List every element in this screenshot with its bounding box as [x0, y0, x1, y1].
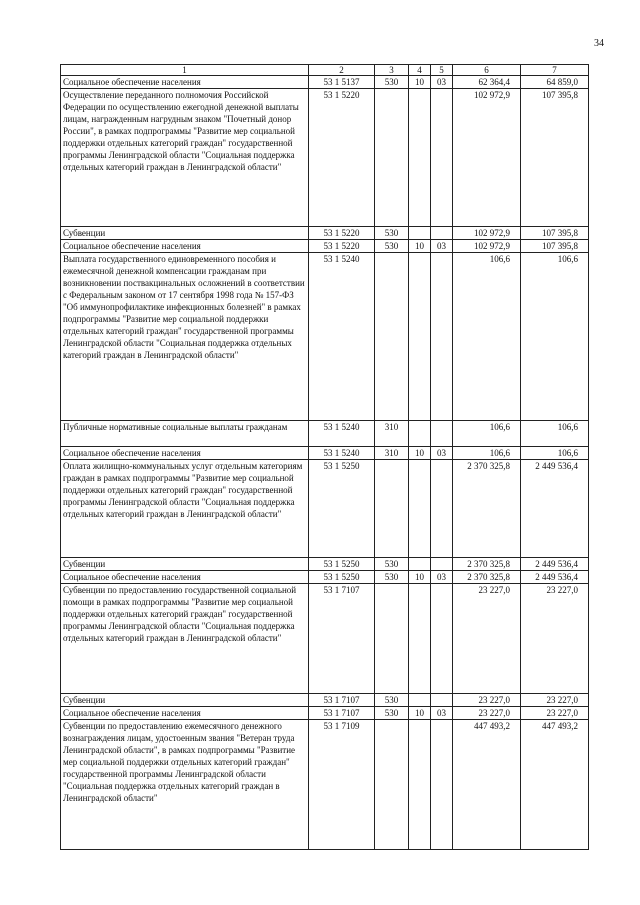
row-rz-cell: 10	[409, 76, 431, 89]
row-pr-cell	[431, 227, 453, 240]
row-rz-cell	[409, 253, 431, 421]
header-cell: 1	[61, 65, 309, 76]
row-year2-cell: 23 227,0	[521, 707, 589, 720]
row-pr-cell	[431, 253, 453, 421]
row-code-cell: 53 1 7107	[309, 584, 375, 694]
row-year2-cell: 23 227,0	[521, 584, 589, 694]
row-year2-cell: 2 449 536,4	[521, 571, 589, 584]
row-rz-cell: 10	[409, 571, 431, 584]
row-name-cell: Публичные нормативные социальные выплаты гражданам	[61, 421, 309, 447]
row-vr-cell: 310	[375, 447, 409, 460]
row-vr-cell: 530	[375, 76, 409, 89]
row-pr-cell: 03	[431, 707, 453, 720]
row-code-cell: 53 1 5220	[309, 227, 375, 240]
row-rz-cell: 10	[409, 240, 431, 253]
row-vr-cell	[375, 89, 409, 227]
row-year2-cell: 106,6	[521, 421, 589, 447]
header-cell: 3	[375, 65, 409, 76]
row-pr-cell: 03	[431, 76, 453, 89]
row-pr-cell: 03	[431, 571, 453, 584]
row-rz-cell	[409, 584, 431, 694]
row-rz-cell: 10	[409, 707, 431, 720]
row-vr-cell: 530	[375, 694, 409, 707]
table-row	[61, 240, 589, 253]
row-year1-cell: 102 972,9	[453, 227, 521, 240]
row-name-cell: Осуществление переданного полномочия Российской Федерации по осуществлению ежегодной денежной выплаты лицам, награжденным нагрудным знаком "Почетный донор России", в рамках подпрограммы "Развитие мер социальной поддержки отдельных категорий граждан" государственной программы Ленинградской области "Социальная поддержка отдельных категорий граждан в Ленинградской области"	[61, 89, 309, 227]
row-vr-cell	[375, 720, 409, 850]
row-pr-cell	[431, 460, 453, 558]
row-vr-cell: 530	[375, 240, 409, 253]
row-vr-cell: 530	[375, 227, 409, 240]
table-row	[61, 707, 589, 720]
header-cell: 6	[453, 65, 521, 76]
row-year1-cell: 106,6	[453, 253, 521, 421]
row-year2-cell: 23 227,0	[521, 694, 589, 707]
row-vr-cell	[375, 584, 409, 694]
row-year1-cell: 62 364,4	[453, 76, 521, 89]
row-year1-cell: 23 227,0	[453, 584, 521, 694]
table-row	[61, 460, 589, 558]
row-rz-cell	[409, 421, 431, 447]
row-vr-cell	[375, 253, 409, 421]
row-vr-cell	[375, 460, 409, 558]
row-rz-cell: 10	[409, 447, 431, 460]
row-year2-cell: 2 449 536,4	[521, 460, 589, 558]
row-code-cell: 53 1 5250	[309, 558, 375, 571]
header-cell: 7	[521, 65, 589, 76]
header-cell: 4	[409, 65, 431, 76]
row-code-cell: 53 1 7107	[309, 694, 375, 707]
row-year2-cell: 447 493,2	[521, 720, 589, 850]
row-rz-cell	[409, 227, 431, 240]
header-cell: 2	[309, 65, 375, 76]
row-year1-cell: 2 370 325,8	[453, 558, 521, 571]
row-year2-cell: 107 395,8	[521, 227, 589, 240]
row-code-cell: 53 1 5240	[309, 421, 375, 447]
row-year2-cell: 107 395,8	[521, 89, 589, 227]
row-pr-cell: 03	[431, 447, 453, 460]
row-name-cell: Субвенции	[61, 694, 309, 707]
row-pr-cell	[431, 421, 453, 447]
row-name-cell: Социальное обеспечение населения	[61, 76, 309, 89]
table-row	[61, 720, 589, 850]
row-rz-cell	[409, 694, 431, 707]
row-vr-cell: 530	[375, 707, 409, 720]
row-rz-cell	[409, 558, 431, 571]
row-year2-cell: 106,6	[521, 253, 589, 421]
row-year1-cell: 2 370 325,8	[453, 571, 521, 584]
row-year1-cell: 106,6	[453, 447, 521, 460]
row-rz-cell	[409, 720, 431, 850]
row-code-cell: 53 1 5240	[309, 447, 375, 460]
row-year1-cell: 23 227,0	[453, 694, 521, 707]
table-row	[61, 421, 589, 447]
row-year1-cell: 2 370 325,8	[453, 460, 521, 558]
row-vr-cell: 530	[375, 571, 409, 584]
row-vr-cell: 310	[375, 421, 409, 447]
header-cell: 5	[431, 65, 453, 76]
row-pr-cell: 03	[431, 240, 453, 253]
row-pr-cell	[431, 694, 453, 707]
row-pr-cell	[431, 558, 453, 571]
table-row	[61, 447, 589, 460]
table-row	[61, 571, 589, 584]
row-year1-cell: 106,6	[453, 421, 521, 447]
row-name-cell: Социальное обеспечение населения	[61, 447, 309, 460]
page-number: 34	[594, 38, 604, 49]
row-year2-cell: 107 395,8	[521, 240, 589, 253]
row-name-cell: Социальное обеспечение населения	[61, 571, 309, 584]
row-name-cell: Субвенции	[61, 227, 309, 240]
row-year2-cell: 64 859,0	[521, 76, 589, 89]
budget-table-body	[61, 65, 589, 850]
table-row	[61, 76, 589, 89]
row-code-cell: 53 1 5250	[309, 571, 375, 584]
table-row	[61, 89, 589, 227]
table-row	[61, 584, 589, 694]
row-name-cell: Выплата государственного единовременного пособия и ежемесячной денежной компенсации гражданам при возникновении поствакцинальных осложнений в соответствии с Федеральным законом от 17 сентября 1998 года № 157-ФЗ "Об иммунопрофилактике инфекционных болезней" в рамках подпрограммы "Развитие мер социальной поддержки отдельных категорий граждан" государственной программы Ленинградской области "Социальная поддержка отдельных категорий граждан в Ленинградской области"	[61, 253, 309, 421]
row-year2-cell: 2 449 536,4	[521, 558, 589, 571]
row-name-cell: Субвенции	[61, 558, 309, 571]
row-year1-cell: 23 227,0	[453, 707, 521, 720]
table-row	[61, 253, 589, 421]
row-pr-cell	[431, 584, 453, 694]
row-code-cell: 53 1 5240	[309, 253, 375, 421]
row-pr-cell	[431, 720, 453, 850]
row-name-cell: Субвенции по предоставлению государственной социальной помощи в рамках подпрограммы "Развитие мер социальной поддержки отдельных категорий граждан" государственной программы Ленинградской области "Социальная поддержка отдельных категорий граждан в Ленинградской области"	[61, 584, 309, 694]
row-year1-cell: 447 493,2	[453, 720, 521, 850]
row-vr-cell: 530	[375, 558, 409, 571]
row-code-cell: 53 1 5137	[309, 76, 375, 89]
row-code-cell: 53 1 7107	[309, 707, 375, 720]
row-name-cell: Субвенции по предоставлению ежемесячного денежного вознаграждения лицам, удостоенным звания "Ветеран труда Ленинградской области", в рамках подпрограммы "Развитие мер социальной поддержки отдельных категорий граждан" государственной программы Ленинградской области "Социальная поддержка отдельных категорий граждан в Ленинградской области"	[61, 720, 309, 850]
table-row	[61, 694, 589, 707]
row-year1-cell: 102 972,9	[453, 89, 521, 227]
row-rz-cell	[409, 460, 431, 558]
row-name-cell: Оплата жилищно-коммунальных услуг отдельным категориям граждан в рамках подпрограммы "Развитие мер социальной поддержки отдельных категорий граждан" государственной программы Ленинградской области "Социальная поддержка отдельных категорий граждан в Ленинградской области"	[61, 460, 309, 558]
row-code-cell: 53 1 5220	[309, 240, 375, 253]
row-code-cell: 53 1 7109	[309, 720, 375, 850]
table-row	[61, 227, 589, 240]
row-name-cell: Социальное обеспечение населения	[61, 240, 309, 253]
budget-table	[60, 64, 589, 850]
row-pr-cell	[431, 89, 453, 227]
row-code-cell: 53 1 5220	[309, 89, 375, 227]
row-year2-cell: 106,6	[521, 447, 589, 460]
table-header-row	[61, 65, 589, 76]
row-year1-cell: 102 972,9	[453, 240, 521, 253]
row-code-cell: 53 1 5250	[309, 460, 375, 558]
row-name-cell: Социальное обеспечение населения	[61, 707, 309, 720]
table-row	[61, 558, 589, 571]
row-rz-cell	[409, 89, 431, 227]
